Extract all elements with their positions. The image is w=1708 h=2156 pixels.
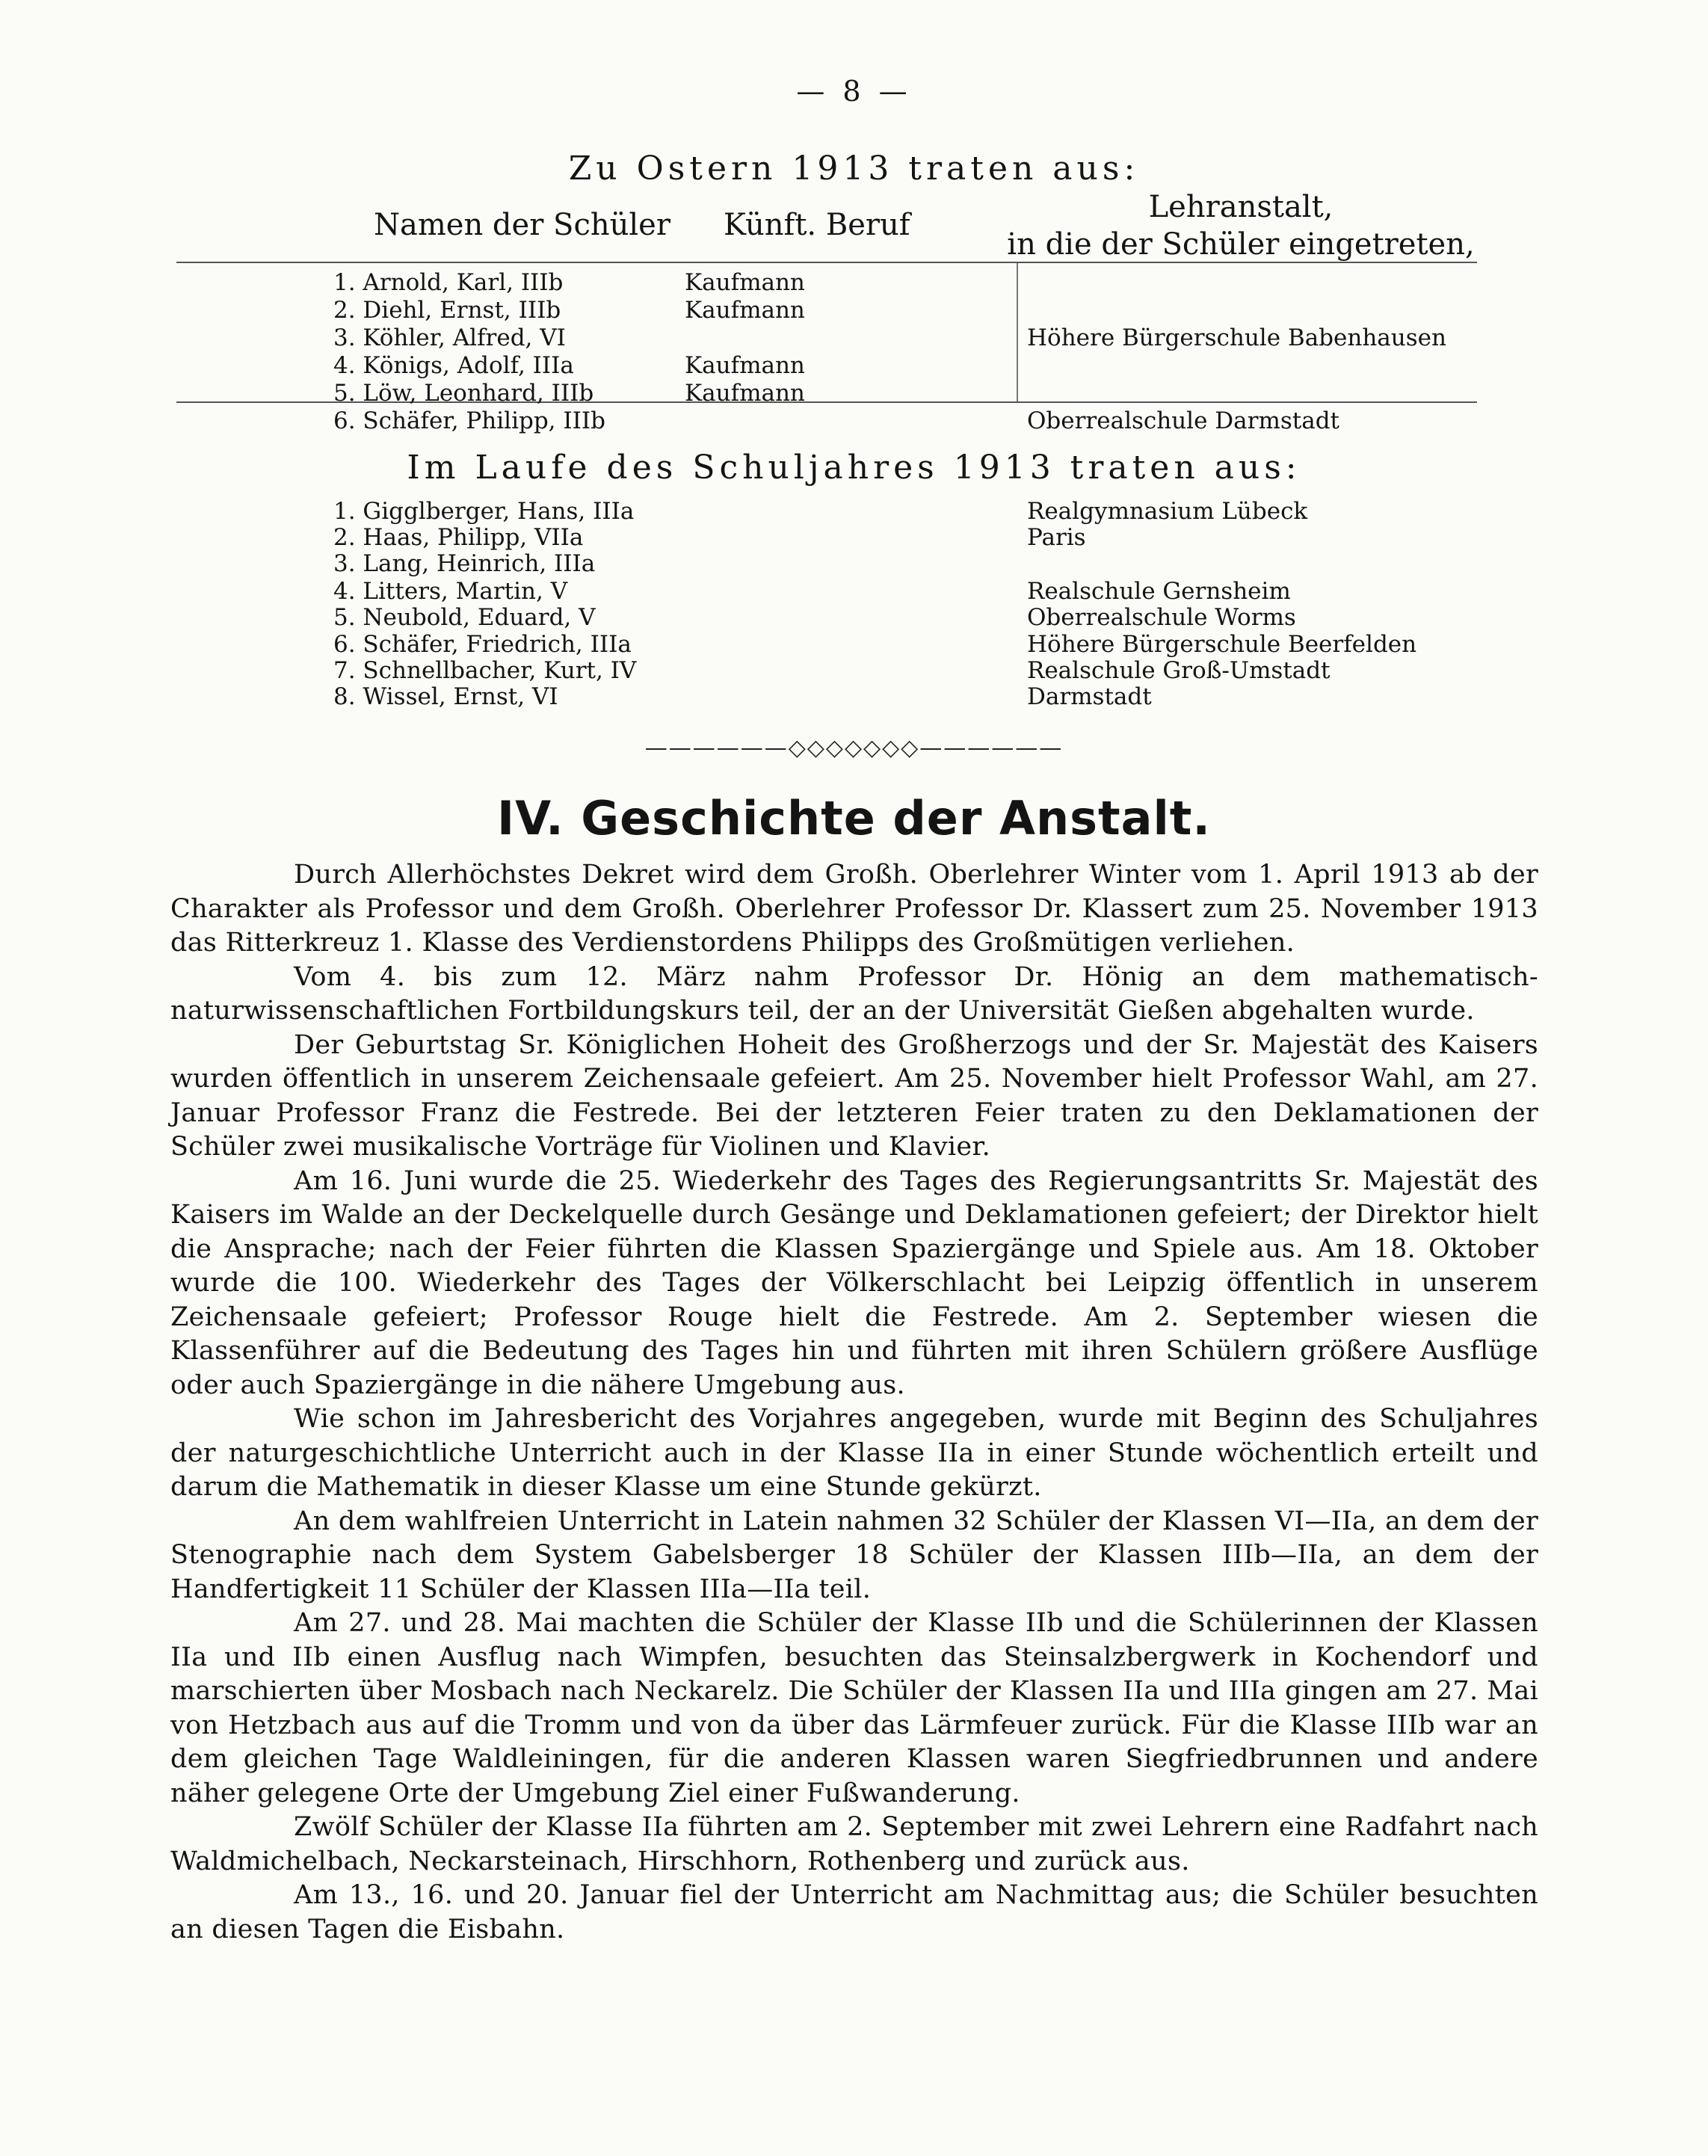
table-row	[176, 656, 1485, 686]
student-name: 6. Schäfer, Philipp, IIIb	[333, 407, 605, 434]
table-row	[176, 351, 1485, 381]
student-school: Realschule Groß-Umstadt	[1027, 657, 1331, 684]
table-row	[176, 523, 1485, 552]
table-row	[176, 268, 1485, 298]
student-name: 8. Wissel, Ernst, VI	[333, 683, 558, 710]
student-name: 3. Lang, Heinrich, IIIa	[333, 550, 596, 577]
table-row	[176, 295, 1485, 325]
student-school: Höhere Bürgerschule Beerfelden	[1027, 631, 1417, 658]
table-row	[176, 629, 1485, 659]
student-career: Kaufmann	[685, 297, 805, 324]
student-name: 5. Löw, Leonhard, IIIb	[333, 380, 594, 407]
table-row	[176, 406, 1485, 436]
table-row	[176, 603, 1485, 632]
student-name: 1. Arnold, Karl, IIIb	[333, 269, 564, 296]
column-header-names: Namen der Schüler	[374, 208, 670, 242]
student-school: Realschule Gernsheim	[1027, 578, 1291, 605]
year-heading: Im Laufe des Schuljahres 1913 traten aus:	[407, 449, 1301, 487]
student-school: Darmstadt	[1027, 683, 1152, 710]
ornament-divider: ——————◇◇◇◇◇◇◇——————	[644, 735, 1064, 761]
paragraph: Wie schon im Jahresbericht des Vorjahres angegeben, wurde mit Beginn des Schuljahres der naturgeschichtliche Unterricht auch in der Klasse IIa in einer Stunde wöchentlich erteilt und darum die Mathematik in dieser Klasse um eine Stunde gekürzt.	[170, 1404, 1538, 1502]
student-school: Oberrealschule Worms	[1027, 604, 1296, 631]
paragraph: Am 13., 16. und 20. Januar fiel der Unterricht am Nachmittag aus; die Schüler besuchten an diesen Tagen die Eisbahn.	[170, 1880, 1538, 1944]
paragraph: Am 27. und 28. Mai machten die Schüler der Klasse IIb und die Schülerinnen der Klassen IIa und IIb einen Ausflug nach Wimpfen, besuchten das Steinsalzbergwerk in Kochendorf und marschierten über Mosbach nach Neckarelz. Die Schüler der Klassen IIa und IIIa gingen am 27. Mai von Hetzbach aus auf die Tromm und von da über das Lärmfeuer zurück. Für die Klasse IIIb war an dem gleichen Tage Waldleiningen, für die anderen Klassen waren Siegfriedbrunnen und andere näher gelegene Orte der Umgebung Ziel einer Fußwanderung.	[170, 1608, 1538, 1808]
table-row	[176, 549, 1485, 579]
table-row	[176, 378, 1485, 408]
column-header-career: Künft. Beruf	[724, 208, 910, 242]
body-text	[170, 858, 1538, 1947]
student-school: Paris	[1027, 524, 1086, 551]
student-name: 6. Schäfer, Friedrich, IIIa	[333, 631, 632, 658]
student-school: Oberrealschule Darmstadt	[1027, 407, 1340, 434]
student-name: 3. Köhler, Alfred, VI	[333, 324, 566, 351]
student-name: 5. Neubold, Eduard, V	[333, 604, 596, 631]
table-row	[176, 496, 1485, 526]
easter-heading: Zu Ostern 1913 traten aus:	[568, 150, 1140, 188]
paragraph: Durch Allerhöchstes Dekret wird dem Großh. Oberlehrer Winter vom 1. April 1913 ab der Charakter als Professor und dem Großh. Oberlehrer Professor Dr. Klassert zum 25. November 1913 das Ritterkreuz 1. Klasse des Verdienstordens Philipps des Großmütigen verliehen.	[170, 860, 1538, 958]
student-career: Kaufmann	[685, 352, 805, 379]
paragraph: Vom 4. bis zum 12. März nahm Professor Dr. Hönig an dem mathematisch-naturwissenschaftlichen Fortbildungskurs teil, der an der Universität Gießen abgehalten wurde.	[170, 961, 1538, 1026]
column-header-school	[1002, 188, 1480, 263]
student-school: Höhere Bürgerschule Babenhausen	[1027, 324, 1446, 351]
student-name: 4. Litters, Martin, V	[333, 578, 568, 605]
column-header-school-line1: Lehranstalt,	[1148, 190, 1334, 224]
student-name: 1. Gigglberger, Hans, IIIa	[333, 498, 635, 525]
column-header-school-line2: in die der Schüler eingetreten,	[1007, 227, 1475, 262]
table-row	[176, 323, 1485, 353]
student-school: Realgymnasium Lübeck	[1027, 498, 1308, 525]
page-number: — 8 —	[796, 75, 912, 108]
student-career: Kaufmann	[685, 269, 805, 296]
section-title: IV. Geschichte der Anstalt.	[497, 791, 1211, 846]
table-row	[176, 576, 1485, 606]
student-career: Kaufmann	[685, 380, 805, 407]
paragraph: An dem wahlfreien Unterricht in Latein nahmen 32 Schüler der Klassen VI—IIa, an dem der Stenographie nach dem System Gabelsberger 18 Schüler der Klassen IIIb—IIa, an dem der Handfertigkeit 11 Schüler der Klassen IIIa—IIa teil.	[170, 1506, 1538, 1604]
table-row	[176, 682, 1485, 712]
student-name: 2. Haas, Philipp, VIIa	[333, 524, 584, 551]
student-name: 4. Königs, Adolf, IIIa	[333, 352, 574, 379]
paragraph: Zwölf Schüler der Klasse IIa führten am 2. September mit zwei Lehrern eine Radfahrt nach Waldmichelbach, Neckarsteinach, Hirschhorn, Rothenberg und zurück aus.	[170, 1812, 1538, 1876]
paragraph: Der Geburtstag Sr. Königlichen Hoheit des Großherzogs und der Sr. Majestät des Kaisers wurden öffentlich in unserem Zeichensaale gefeiert. Am 25. November hielt Professor Wahl, am 27. Januar Professor Franz die Festrede. Bei der letzteren Feier traten zu den Deklamationen der Schüler zwei musikalische Vorträge für Violinen und Klavier.	[170, 1029, 1538, 1162]
paragraph: Am 16. Juni wurde die 25. Wiederkehr des Tages des Regierungsantritts Sr. Majestät des Kaisers im Walde an der Deckelquelle durch Gesänge und Deklamationen gefeiert; der Direktor hielt die Ansprache; nach der Feier führten die Klassen Spaziergänge und Spiele aus. Am 18. Oktober wurde die 100. Wiederkehr des Tages der Völkerschlacht bei Leipzig öffentlich in unserem Zeichensaale gefeiert; Professor Rouge hielt die Festrede. Am 2. September wiesen die Klassenführer auf die Bedeutung des Tages hin und führten mit ihren Schülern größere Ausflüge oder auch Spaziergänge in die nähere Umgebung aus.	[170, 1165, 1538, 1400]
student-name: 2. Diehl, Ernst, IIIb	[333, 297, 561, 324]
student-name: 7. Schnellbacher, Kurt, IV	[333, 657, 637, 684]
